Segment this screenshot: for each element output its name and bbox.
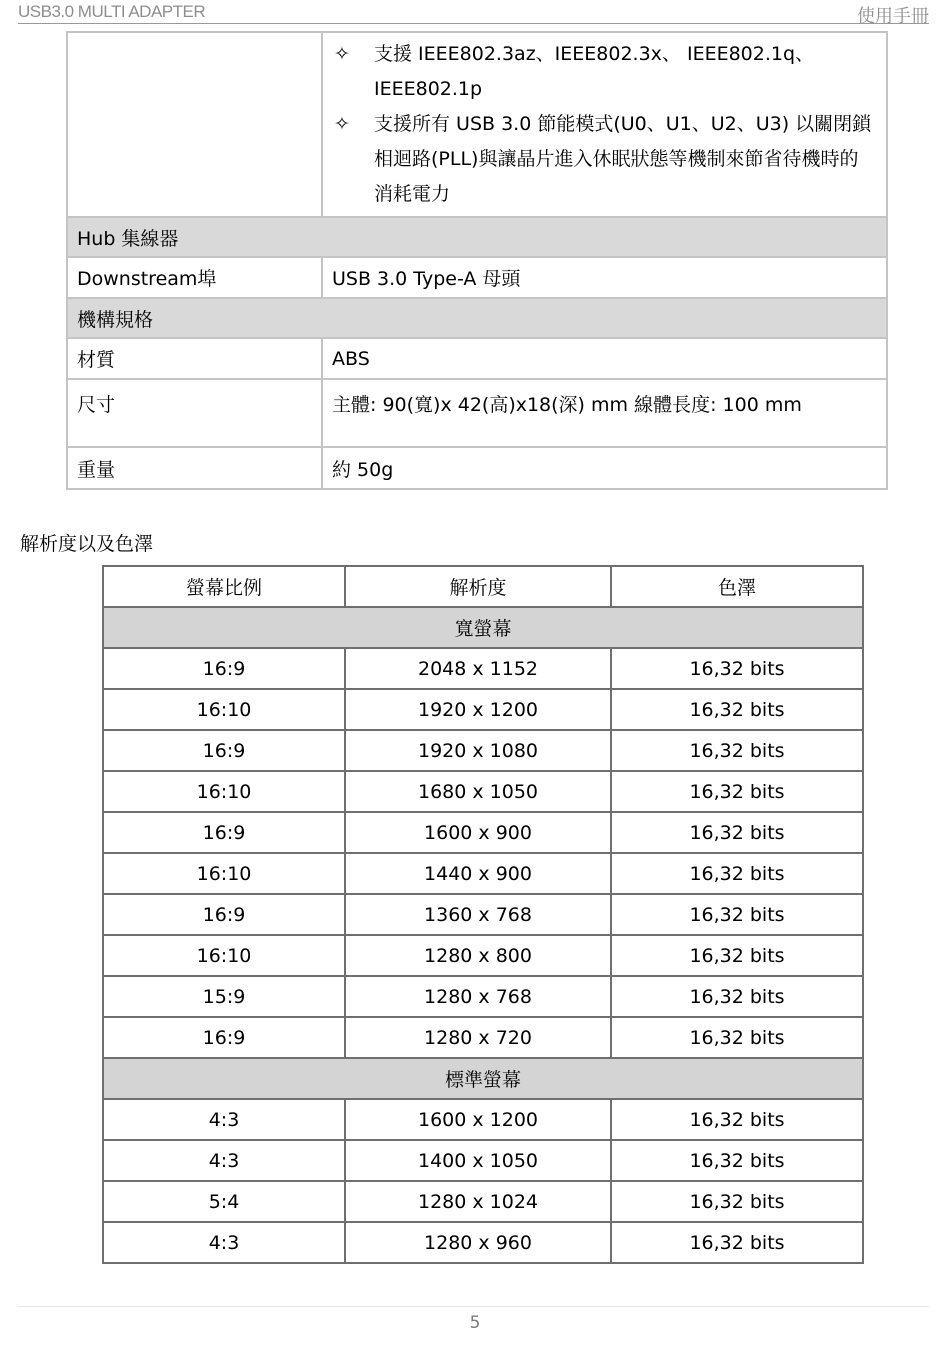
bullet-text: 支援 IEEE802.3az、IEEE802.3x、 IEEE802.1q、IEEE802.1p: [374, 43, 815, 100]
resolution-cell: 1440 x 900: [345, 853, 611, 894]
spec-label: 重量: [67, 447, 322, 489]
section-title-mechanical: 機構規格: [67, 298, 887, 338]
aspect-ratio-cell: 16:9: [103, 648, 345, 689]
section-title-hub: Hub 集線器: [67, 217, 887, 257]
group-label: 寬螢幕: [103, 607, 863, 648]
color-depth-cell: 16,32 bits: [611, 1222, 863, 1263]
page-footer: [18, 1306, 929, 1307]
spec-table: [66, 31, 888, 490]
resolution-cell: 1280 x 1024: [345, 1181, 611, 1222]
spec-bullets-cell: [322, 32, 887, 217]
resolution-cell: 1600 x 900: [345, 812, 611, 853]
sparkle-bullet-icon: ✧: [334, 43, 350, 65]
aspect-ratio-cell: 16:9: [103, 1017, 345, 1058]
group-row-widescreen: [103, 607, 863, 648]
table-row: [103, 771, 863, 812]
resolution-section-title: 解析度以及色澤: [20, 533, 154, 555]
table-row: [103, 1140, 863, 1181]
aspect-ratio-cell: 16:9: [103, 894, 345, 935]
aspect-ratio-cell: 16:9: [103, 730, 345, 771]
color-depth-cell: 16,32 bits: [611, 1140, 863, 1181]
spec-section-hub: [67, 217, 887, 257]
header-manual-label: 使用手冊: [857, 6, 929, 27]
color-depth-cell: 16,32 bits: [611, 894, 863, 935]
spec-value: ABS: [322, 338, 887, 379]
bullet-text: 支援所有 USB 3.0 節能模式(U0、U1、U2、U3) 以關閉鎖相迴路(PLL)與讓晶片進入休眠狀態等機制來節省待機時的消耗電力: [374, 113, 872, 205]
column-header: 色澤: [611, 566, 863, 607]
aspect-ratio-cell: 4:3: [103, 1099, 345, 1140]
table-row: [103, 935, 863, 976]
spec-label: 尺寸: [67, 379, 322, 447]
table-row: [103, 1222, 863, 1263]
aspect-ratio-cell: 15:9: [103, 976, 345, 1017]
table-row: [103, 1017, 863, 1058]
color-depth-cell: 16,32 bits: [611, 1181, 863, 1222]
resolution-cell: 1920 x 1200: [345, 689, 611, 730]
resolution-cell: 1360 x 768: [345, 894, 611, 935]
color-depth-cell: 16,32 bits: [611, 812, 863, 853]
spec-label: 材質: [67, 338, 322, 379]
aspect-ratio-cell: 16:10: [103, 935, 345, 976]
bullet-item: [332, 37, 877, 107]
aspect-ratio-cell: 16:10: [103, 771, 345, 812]
color-depth-cell: 16,32 bits: [611, 935, 863, 976]
table-header-row: [103, 566, 863, 607]
resolution-table: [102, 565, 864, 1264]
spec-row-network: [67, 32, 887, 217]
color-depth-cell: 16,32 bits: [611, 771, 863, 812]
aspect-ratio-cell: 4:3: [103, 1140, 345, 1181]
page-header: [18, 0, 929, 27]
aspect-ratio-cell: 5:4: [103, 1181, 345, 1222]
aspect-ratio-cell: 16:10: [103, 853, 345, 894]
resolution-cell: 1600 x 1200: [345, 1099, 611, 1140]
color-depth-cell: 16,32 bits: [611, 976, 863, 1017]
table-row: [103, 812, 863, 853]
spec-section-mechanical: [67, 298, 887, 338]
spec-label-empty: [67, 32, 322, 217]
group-label: 標準螢幕: [103, 1058, 863, 1099]
resolution-cell: 1280 x 800: [345, 935, 611, 976]
resolution-cell: 1280 x 720: [345, 1017, 611, 1058]
header-product-name: USB3.0 MULTI ADAPTER: [18, 2, 206, 21]
aspect-ratio-cell: 16:9: [103, 812, 345, 853]
page-number: 5: [469, 1313, 481, 1333]
color-depth-cell: 16,32 bits: [611, 1017, 863, 1058]
table-row: [103, 976, 863, 1017]
color-depth-cell: 16,32 bits: [611, 648, 863, 689]
spec-row-weight: [67, 447, 887, 489]
resolution-cell: 1280 x 768: [345, 976, 611, 1017]
aspect-ratio-cell: 16:10: [103, 689, 345, 730]
column-header: 解析度: [345, 566, 611, 607]
spec-value: 主體: 90(寬)x 42(高)x18(深) mm 線體長度: 100 mm: [322, 379, 887, 447]
bullet-item: [332, 107, 877, 212]
table-row: [103, 730, 863, 771]
resolution-cell: 2048 x 1152: [345, 648, 611, 689]
spec-row-size: [67, 379, 887, 447]
aspect-ratio-cell: 4:3: [103, 1222, 345, 1263]
color-depth-cell: 16,32 bits: [611, 1099, 863, 1140]
table-row: [103, 1181, 863, 1222]
color-depth-cell: 16,32 bits: [611, 689, 863, 730]
sparkle-bullet-icon: ✧: [334, 113, 350, 135]
spec-label: Downstream埠: [67, 257, 322, 298]
group-row-standard: [103, 1058, 863, 1099]
spec-value: USB 3.0 Type-A 母頭: [322, 257, 887, 298]
spec-row-material: [67, 338, 887, 379]
table-row: [103, 853, 863, 894]
table-row: [103, 648, 863, 689]
resolution-cell: 1400 x 1050: [345, 1140, 611, 1181]
table-row: [103, 689, 863, 730]
resolution-cell: 1680 x 1050: [345, 771, 611, 812]
column-header: 螢幕比例: [103, 566, 345, 607]
table-row: [103, 894, 863, 935]
color-depth-cell: 16,32 bits: [611, 853, 863, 894]
resolution-cell: 1280 x 960: [345, 1222, 611, 1263]
spec-value: 約 50g: [322, 447, 887, 489]
table-row: [103, 1099, 863, 1140]
color-depth-cell: 16,32 bits: [611, 730, 863, 771]
resolution-cell: 1920 x 1080: [345, 730, 611, 771]
spec-row-downstream: [67, 257, 887, 298]
